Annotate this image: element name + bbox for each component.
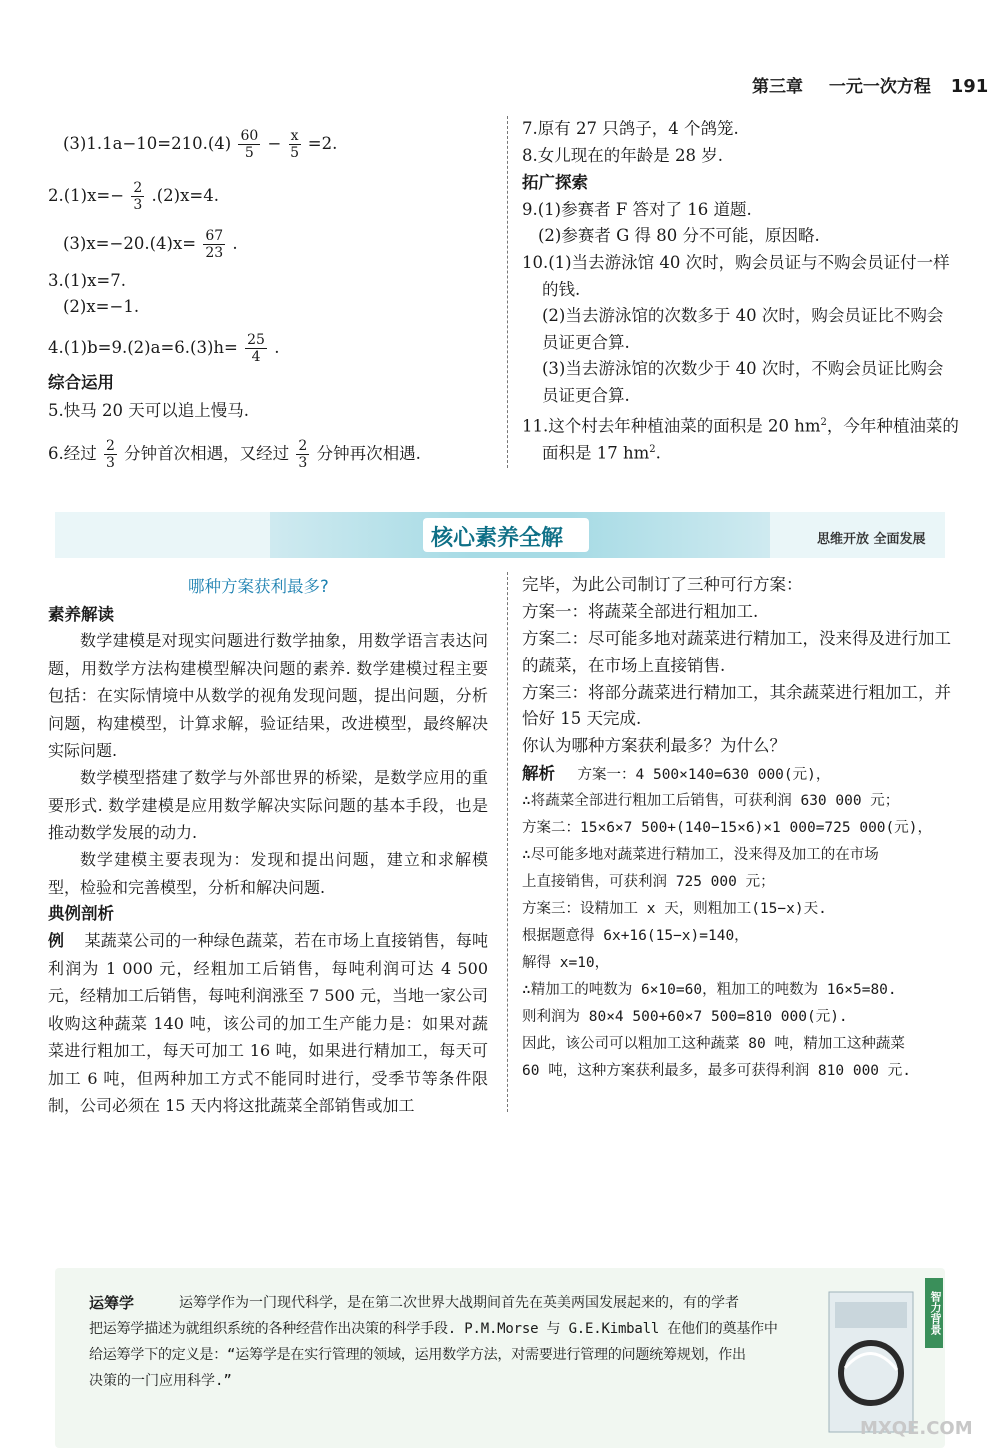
side-tab: 智力背景 — [925, 1278, 943, 1348]
example-label: 例 — [48, 931, 65, 950]
solution-line: 则利润为 80×4 500+60×7 500=810 000(元). — [522, 1009, 848, 1025]
answer-line: (2)参赛者 G 得 80 分不可能，原因略. — [538, 226, 820, 245]
fraction: $\frac{2}{3}$ — [106, 438, 115, 471]
answer-line: 5.快马 20 天可以追上慢马. — [48, 401, 249, 420]
banner-title: 核心素养全解 — [431, 526, 564, 551]
paragraph: 数学建模主要表现为：发现和提出问题，建立和求解模型，检验和完善模型，分析和解决问题. — [48, 850, 488, 897]
solution-line: 方案二：15×6×7 500+(140−15×6)×1 000=725 000(元)， — [522, 820, 932, 836]
solution-label: 解析 — [522, 764, 555, 783]
answer-line: 3.(1)x=7. — [48, 271, 126, 290]
problem-text: 你认为哪种方案获利最多？为什么？ — [522, 736, 786, 755]
example-text: 某蔬菜公司的一种绿色蔬菜，若在市场上直接销售，每吨利润为 1 000 元，经粗加工后销售，每吨利润可达 4 500 元，经精加工后销售，每吨利润涨至 7 500 元，当地一家公司收购这种蔬菜 140 吨，该公司的加工生产能力是：如果对蔬菜进行粗加工，每天可加工 16 吨，如果进行精加工，每天可加工 6 吨，但两种加工方式不能同时进行，受季节等条件限制，公司必须在 15 天内将这批蔬菜全部销售或加工 — [48, 931, 488, 1115]
column-divider — [507, 116, 508, 468]
book-illustration — [825, 1288, 917, 1438]
problem-text: 完毕，为此公司制订了三种可行方案： — [522, 575, 803, 594]
answer-line: 6.经过 $\frac{2}{3}$ 分钟首次相遇，又经过 $\frac{2}{3}$ 分钟再次相遇. — [48, 438, 421, 471]
header-chapter: 第三章 — [752, 77, 803, 97]
knowledge-box — [55, 1268, 973, 1448]
answer-line: 4.(1)b=9.(2)a=6.(3)h= $\frac{25}{4}$ . — [48, 332, 280, 365]
solution-line: 根据题意得 6x+16(15−x)=140， — [522, 928, 749, 944]
page-number: 191 — [950, 76, 989, 97]
answer-line: (2)x=−1. — [63, 297, 140, 316]
problem-text: 方案一：将蔬菜全部进行粗加工. — [522, 602, 759, 621]
solution-line: 60 吨，这种方案获利最多，最多可获得利润 810 000 元. — [522, 1063, 911, 1079]
fraction: $\frac{25}{4}$ — [247, 332, 265, 365]
answer-line: 9.(1)参赛者 F 答对了 16 道题. — [522, 200, 752, 219]
fraction: $\frac{x}{5}$ — [290, 128, 300, 161]
knowledge-text: 决策的一门应用科学.” — [89, 1373, 232, 1389]
knowledge-label: 运筹学 — [89, 1294, 135, 1312]
section-heading: 拓广探索 — [522, 173, 588, 192]
solution-line: 因此，该公司可以粗加工这种蔬菜 80 吨，精加工这种蔬菜 — [522, 1036, 905, 1052]
section-banner — [55, 512, 945, 558]
paragraph: 数学模型搭建了数学与外部世界的桥梁，是数学应用的重要形式. 数学建模是应用数学解决实际问题的基本手段，也是推动数学发展的动力. — [48, 768, 488, 842]
solution-line: 上直接销售，可获利润 725 000 元； — [522, 874, 775, 890]
problem-title: 哪种方案获利最多? — [188, 577, 329, 596]
solution-line: ∴尽可能多地对蔬菜进行精加工，没来得及加工的在市场 — [522, 847, 879, 863]
banner-tagline: 思维开放 全面发展 — [817, 532, 926, 547]
knowledge-text: 运筹学作为一门现代科学，是在第二次世界大战期间首先在英美两国发展起来的，有的学者 — [179, 1295, 739, 1311]
answer-line: 10.(1)当去游泳馆 40 次时，购会员证与不购会员证付一样 — [522, 253, 950, 272]
fraction: $\frac{2}{3}$ — [133, 180, 143, 213]
watermark: MXQE.COM — [860, 1418, 973, 1439]
answer-line: (3)x=−20.(4)x= $\frac{67}{23}$ . — [63, 228, 238, 261]
solution-line: ∴将蔬菜全部进行粗加工后销售，可获利润 630 000 元； — [522, 793, 900, 809]
page-header — [752, 72, 988, 97]
fraction: $\frac{60}{5}$ — [240, 128, 259, 161]
problem-text: 方案三：将部分蔬菜进行精加工，其余蔬菜进行粗加工，并 — [522, 683, 951, 702]
fraction: $\frac{67}{23}$ — [205, 228, 224, 261]
section-heading: 综合运用 — [48, 373, 114, 392]
section-heading: 素养解读 — [48, 605, 114, 624]
answer-line: (3)1.1a−10=210.(4) $\frac{60}{5}$ − $\frac{x}{5}$ =2. — [63, 128, 338, 161]
problem-text: 的蔬菜，在市场上直接销售. — [522, 656, 726, 675]
solution-line: 解得 x=10， — [522, 955, 610, 971]
answer-line: (2)当去游泳馆的次数多于 40 次时，购会员证比不购会 — [542, 306, 944, 325]
answer-line: 11.这个村去年种植油菜的面积是 20 $hm^2$，今年种植油菜的 — [522, 416, 959, 436]
header-title: 一元一次方程 — [828, 77, 931, 97]
problem-text: 方案二：尽可能多地对蔬菜进行精加工，没来得及进行加工 — [522, 629, 951, 648]
answer-line: (3)当去游泳馆的次数少于 40 次时，不购会员证比购会 — [542, 359, 944, 378]
fraction: $\frac{2}{3}$ — [298, 438, 308, 471]
problem-text: 恰好 15 天完成. — [522, 709, 642, 728]
answer-line: 面积是 17 $hm^2$. — [542, 443, 661, 463]
example-problem — [48, 927, 488, 1120]
knowledge-text: 给运筹学下的定义是：“运筹学是在实行管理的领域，运用数学方法，对需要进行管理的问题统筹规划，作出 — [89, 1347, 746, 1363]
knowledge-text: 把运筹学描述为就组织系统的各种经营作出决策的科学手段. P.M.Morse 与 G.E.Kimball 在他们的奠基作中 — [89, 1321, 778, 1337]
answer-line: 的钱. — [542, 280, 581, 299]
solution-line: 方案三：设精加工 x 天，则粗加工(15−x)天. — [522, 901, 827, 917]
solution-line: 解析 方案一：4 500×140=630 000(元)， — [522, 764, 831, 783]
column-divider — [507, 572, 508, 1112]
answer-line: 员证更合算. — [542, 333, 630, 352]
answer-line: 8.女儿现在的年龄是 28 岁. — [522, 146, 723, 165]
answer-line: 7.原有 27 只鸽子，4 个鸽笼. — [522, 119, 739, 138]
section-heading: 典例剖析 — [48, 904, 114, 923]
solution-line: ∴精加工的吨数为 6×10=60，粗加工的吨数为 16×5=80. — [522, 982, 897, 998]
answer-line: 员证更合算. — [542, 386, 630, 405]
answer-line: 2.(1)x=− $\frac{2}{3}$ .(2)x=4. — [48, 180, 219, 213]
paragraph: 数学建模是对现实问题进行数学抽象，用数学语言表达问题，用数学方法构建模型解决问题的素养. 数学建模过程主要包括：在实际情境中从数学的视角发现问题，提出问题，分析问题，构建模型，计算求解，验证结果，改进模型，最终解决实际问题. — [48, 631, 488, 760]
